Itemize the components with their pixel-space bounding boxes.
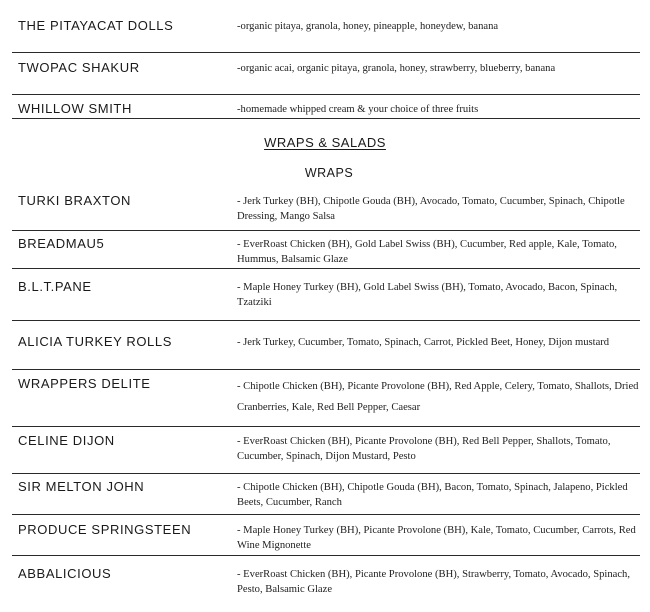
- divider: [12, 52, 640, 53]
- menu-item-name: BREADMAU5: [18, 236, 105, 251]
- divider: [12, 94, 640, 95]
- menu-item-name: CELINE DIJON: [18, 433, 115, 448]
- section-title-text: WRAPS & SALADS: [264, 135, 386, 150]
- menu-item-description: - Jerk Turkey, Cucumber, Tomato, Spinach, Carrot, Pickled Beet, Honey, Dijon mustard: [237, 337, 610, 348]
- menu-item-name: B.L.T.PANE: [18, 279, 92, 294]
- menu-item-name: TURKI BRAXTON: [18, 193, 132, 208]
- menu-item-description: -organic acai, organic pitaya, granola, honey, strawberry, blueberry, banana: [237, 63, 556, 74]
- divider: [12, 320, 640, 321]
- section-title: [0, 135, 650, 150]
- divider: [12, 426, 640, 427]
- menu-item-description: - Maple Honey Turkey (BH), Gold Label Swiss (BH), Tomato, Avocado, Bacon, Spinach, Tzatziki: [237, 282, 618, 308]
- menu-item-description: - Jerk Turkey (BH), Chipotle Gouda (BH), Avocado, Tomato, Cucumber, Spinach, Chipotle Dressing, Mango Salsa: [237, 196, 625, 222]
- menu-item-name: THE PITAYACAT DOLLS: [18, 18, 174, 33]
- menu-item-name: ABBALICIOUS: [18, 566, 112, 581]
- subsection-title: WRAPS: [304, 166, 354, 180]
- menu-item-description: -homemade whipped cream & your choice of three fruits: [237, 104, 479, 115]
- menu-item-description: - EverRoast Chicken (BH), Picante Provolone (BH), Strawberry, Tomato, Avocado, Spinach, Pesto, Balsamic Glaze: [237, 569, 631, 595]
- menu-item-name: WRAPPERS DELITE: [18, 376, 151, 391]
- divider: [12, 473, 640, 474]
- menu-item-description: - Chipotle Chicken (BH), Chipotle Gouda (BH), Bacon, Tomato, Spinach, Jalapeno, Pickled Beets, Cucumber, Ranch: [237, 482, 628, 508]
- menu-item-name: TWOPAC SHAKUR: [18, 60, 140, 75]
- menu-item-description: - EverRoast Chicken (BH), Gold Label Swiss (BH), Cucumber, Red apple, Kale, Tomato, Hummus, Balsamic Glaze: [237, 239, 617, 265]
- divider: [12, 230, 640, 231]
- menu-item-description: -organic pitaya, granola, honey, pineapple, honeydew, banana: [237, 21, 499, 32]
- menu-item-description: - Maple Honey Turkey (BH), Picante Provolone (BH), Kale, Tomato, Cucumber, Carrots, Red Wine Mignonette: [237, 525, 636, 551]
- menu-item-name: ALICIA TURKEY ROLLS: [18, 334, 172, 349]
- menu-item-name: WHILLOW SMITH: [18, 101, 132, 116]
- menu-item-name: SIR MELTON JOHN: [18, 479, 145, 494]
- divider: [12, 268, 640, 269]
- menu-item-name: PRODUCE SPRINGSTEEN: [18, 522, 192, 537]
- divider: [12, 118, 640, 119]
- menu-item-description: - Chipotle Chicken (BH), Picante Provolone (BH), Red Apple, Celery, Tomato, Shallots, Dried Cranberries, Kale, Red Bell Pepper, Caesar: [237, 381, 639, 413]
- divider: [12, 514, 640, 515]
- divider: [12, 369, 640, 370]
- divider: [12, 555, 640, 556]
- menu-item-description: - EverRoast Chicken (BH), Picante Provolone (BH), Red Bell Pepper, Shallots, Tomato, Cucumber, Spinach, Dijon Mustard, Pesto: [237, 436, 611, 462]
